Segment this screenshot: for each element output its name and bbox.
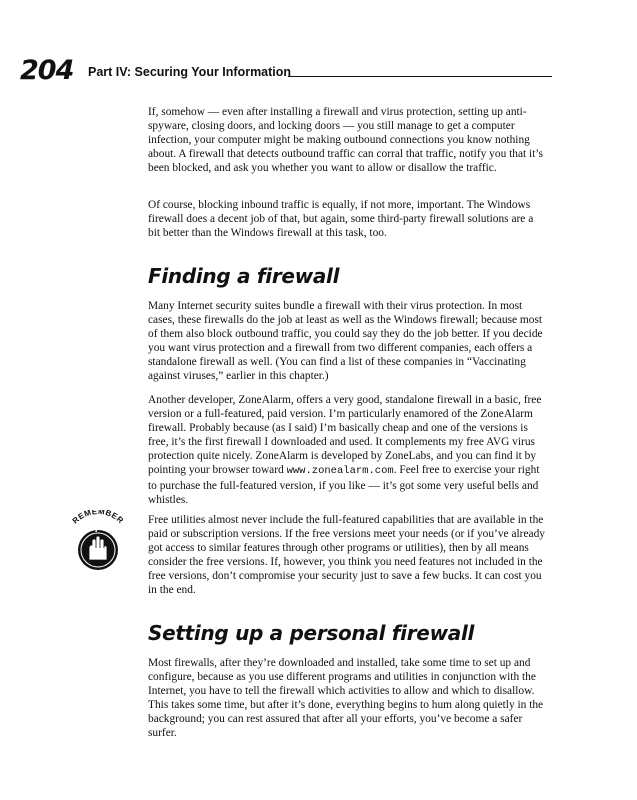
remember-hand-icon	[58, 510, 138, 576]
page-number: 204	[20, 55, 74, 86]
paragraph-free-utilities: Free utilities almost never include the full-featured capabilities that are available in the paid or subscription versions. If the free versions meet your needs (or if you’ve already got access to similar features through other programs or utilities), then by all means consider the free versions. If, however, you think you need features not included in the free versions, don’t compromise your security just to save a few bucks. It can cost you in the end.	[148, 514, 545, 597]
running-header	[20, 54, 552, 88]
paragraph-setting-up: Most firewalls, after they’re downloaded and installed, take some time to set up and configure, because as you use different programs and utilities in conjunction with the Internet, you have to tell the firewall which activities to allow and which to disallow. This takes some time, but after it’s done, everything begins to hum along quietly in the background; you can rest assured that after all your efforts, you’ve become a safer surfer.	[148, 657, 544, 740]
paragraph-outbound-traffic: If, somehow — even after installing a firewall and virus protection, setting up anti-spyware, closing doors, and locking doors — you still manage to get a computer infection, your computer might be making outbound connections you know nothing about. A firewall that detects outbound traffic can corral that traffic, notify you that it’s been blocked, and ask you whether you want to allow or disallow the traffic.	[148, 106, 543, 175]
part-title: Part IV: Securing Your Information	[88, 65, 292, 79]
paragraph-zonealarm	[148, 393, 546, 507]
zonealarm-text-end: . Feel free to exercise your right to purchase the full-featured version, if you like — it’s got some very useful bells and whistles.	[148, 464, 540, 506]
svg-text:REMEMBER	[71, 510, 126, 525]
heading-finding-a-firewall: Finding a firewall	[148, 264, 340, 288]
remember-icon	[58, 510, 138, 576]
remember-label: REMEMBER	[70, 510, 126, 526]
paragraph-security-suites: Many Internet security suites bundle a firewall with their virus protection. In most cases, these firewalls do the job at least as well as the Windows firewall; because most of them also block outbound traffic, you could say they do the job better. If you decide you want virus protection and a firewall from two different companies, each offers a standalone firewall as well. (You can find a list of these companies in “Vaccinating against viruses,” earlier in this chapter.)	[148, 300, 543, 383]
zonealarm-url: www.zonealarm.com	[286, 465, 394, 478]
header-rule	[288, 76, 552, 77]
paragraph-inbound-traffic: Of course, blocking inbound traffic is equally, if not more, important. The Windows firewall does a decent job of that, but again, some third-party firewall solutions are a bit better than the Windows firewall at this task, too.	[148, 199, 534, 240]
zonealarm-text-start: Another developer, ZoneAlarm, offers a very good, standalone firewall in a basic, free version or a full-featured, paid version. I’m particularly enamored of the ZoneAlarm firewall. Probably because (as I said) I’m basically cheap and one of the versions is free, it’s the first firewall I downloaded and used. It complements my free AVG virus protection quite nicely. ZoneAlarm is developed by ZoneLabs, and you can find it by pointing your browser toward	[148, 394, 542, 477]
heading-setting-up-firewall: Setting up a personal firewall	[148, 621, 475, 645]
